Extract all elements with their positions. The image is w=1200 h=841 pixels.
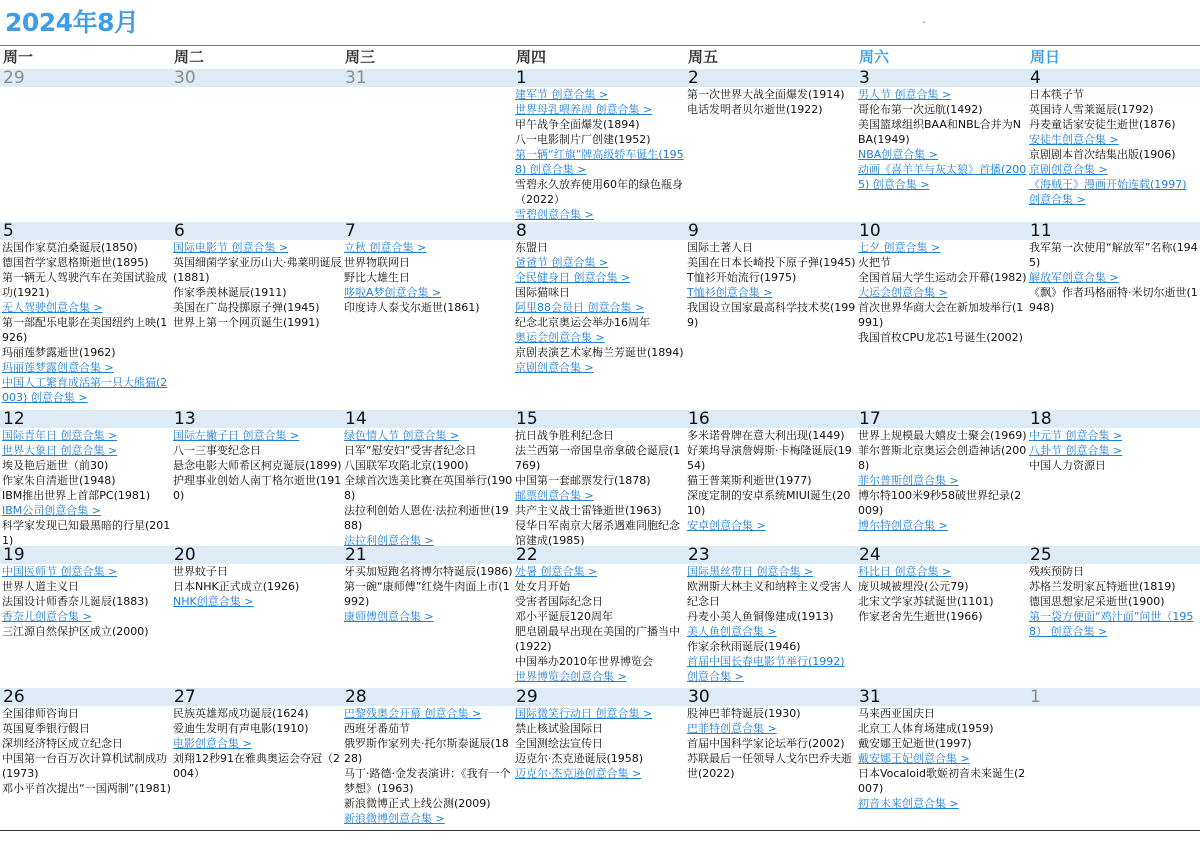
event-link[interactable]: 第一袋方便面“鸡汁面”问世（1958） 创意合集 >: [1029, 610, 1194, 638]
day-cell[interactable]: [1027, 222, 1200, 410]
event-link[interactable]: 解放军创意合集 >: [1029, 271, 1119, 284]
day-cell[interactable]: [856, 688, 1027, 831]
event-text: 第一辆无人驾驶汽车在美国试验成功(1921): [2, 271, 167, 299]
day-number: 9: [688, 222, 699, 241]
event-link[interactable]: 奥运会创意合集 >: [515, 331, 605, 344]
day-cell[interactable]: [1027, 546, 1200, 688]
event-text: 法兰西第一帝国皇帝拿破仑诞辰(1769): [515, 444, 681, 472]
event-link[interactable]: 美人鱼创意合集 >: [687, 625, 777, 638]
event-text: 我国设立国家最高科学技术奖(1999): [687, 301, 856, 329]
day-number: 31: [859, 688, 881, 707]
day-number: 4: [1030, 69, 1041, 88]
event-link[interactable]: 巴黎残奥会开幕 创意合集 >: [344, 707, 482, 720]
event-link[interactable]: 初音未来创意合集 >: [858, 797, 959, 810]
day-number: 18: [1030, 410, 1052, 429]
day-cell[interactable]: [685, 410, 856, 546]
event-link[interactable]: 康师傅创意合集 >: [344, 610, 434, 623]
day-number: 22: [516, 546, 538, 565]
day-number: 7: [345, 222, 356, 241]
day-cell[interactable]: [856, 546, 1027, 688]
event-text: 国际猫咪日: [515, 286, 570, 299]
day-cell[interactable]: [342, 69, 513, 222]
event-text: 菲尔普斯北京奥运会创造神话(2008): [858, 444, 1027, 472]
event-text: 好莱坞导演詹姆斯·卡梅隆诞辰(1954): [687, 444, 852, 472]
event-link[interactable]: 戴安娜王妃创意合集 >: [858, 752, 970, 765]
event-text: 三江源自然保护区成立(2000): [2, 625, 149, 638]
event-link[interactable]: 国际微笑行动日 创意合集 >: [515, 707, 653, 720]
event-text: 迈克尔·杰克逊诞辰(1958): [515, 752, 644, 765]
day-cell[interactable]: [856, 410, 1027, 546]
event-text: 作家朱自清逝世(1948): [2, 474, 116, 487]
event-text: 全球首次选美比赛在英国举行(1908): [344, 474, 513, 502]
event-link[interactable]: NBA创意合集 >: [858, 148, 939, 161]
event-link[interactable]: 动画《喜羊羊与灰太狼》首播(2005) 创意合集 >: [858, 163, 1027, 191]
event-text: 俄罗斯作家列夫·托尔斯泰诞辰(1828): [344, 737, 509, 765]
event-text: 德国哲学家恩格斯逝世(1895): [2, 256, 149, 269]
day-cell[interactable]: [171, 69, 342, 222]
event-text: 京剧剧本首次结集出版(1906): [1029, 148, 1176, 161]
event-text: 埃及艳后逝世（前30): [2, 459, 109, 472]
event-text: 科学家发现已知最黑暗的行星(2011): [2, 519, 171, 546]
day-number: 28: [345, 688, 367, 707]
weekday-wed: 周三: [345, 48, 376, 66]
day-number: 14: [345, 410, 367, 429]
event-text: 《飘》作者玛格丽特·米切尔逝世(1948): [1029, 286, 1198, 314]
day-cell[interactable]: [342, 410, 513, 546]
day-cell[interactable]: [342, 688, 513, 831]
event-text: 东盟日: [515, 241, 548, 254]
event-link[interactable]: 世界母乳喂养周 创意合集 >: [515, 103, 653, 116]
day-number: 30: [174, 69, 196, 88]
event-link[interactable]: 新浪微博创意合集 >: [344, 812, 445, 825]
event-text: 猫王普莱斯利逝世(1977): [687, 474, 812, 487]
event-text: 印度诗人泰戈尔逝世(1861): [344, 301, 480, 314]
day-cell[interactable]: [171, 222, 342, 410]
event-text: 丹麦小美人鱼铜像建成(1913): [687, 610, 834, 623]
event-link[interactable]: 电影创意合集 >: [173, 737, 252, 750]
event-link[interactable]: 国际青年日 创意合集 >: [2, 429, 118, 442]
day-number: 10: [859, 222, 881, 241]
event-text: 刘翔12秒91在雅典奥运会夺冠（2004）: [173, 752, 340, 780]
event-text: 法拉利创始人恩佐·法拉利逝世(1988): [344, 504, 509, 532]
event-text: 马来西亚国庆日: [858, 707, 935, 720]
day-cell[interactable]: [685, 688, 856, 831]
day-cell[interactable]: [0, 688, 171, 831]
event-text: 庞贝城被埋没(公元79): [858, 580, 969, 593]
decorative-dash: -: [922, 17, 926, 28]
event-text: 我军第一次使用“解放军”名称(1945): [1029, 241, 1198, 269]
event-text: 哥伦布第一次远航(1492): [858, 103, 983, 116]
event-link[interactable]: 中国医师节 创意合集 >: [2, 565, 118, 578]
event-text: 欧洲斯大林主义和纳粹主义受害人纪念日: [687, 580, 852, 608]
event-link[interactable]: NHK创意合集 >: [173, 595, 254, 608]
event-link[interactable]: 菲尔普斯创意合集 >: [858, 474, 959, 487]
day-number: 6: [174, 222, 185, 241]
event-text: 深圳经济特区成立纪念日: [2, 737, 123, 750]
event-text: 全国律师咨询日: [2, 707, 79, 720]
event-link[interactable]: 建军节 创意合集 >: [515, 88, 609, 101]
event-text: T恤衫开始流行(1975): [687, 271, 797, 284]
weekday-thu: 周四: [516, 48, 547, 66]
event-link[interactable]: 全民健身日 创意合集 >: [515, 271, 631, 284]
event-text: 悬念电影大师希区柯克诞辰(1899): [173, 459, 342, 472]
event-text: 苏格兰发明家瓦特逝世(1819): [1029, 580, 1176, 593]
event-link[interactable]: 无人驾驶创意合集 >: [2, 301, 103, 314]
day-cell[interactable]: [171, 688, 342, 831]
event-link[interactable]: 安徒生创意合集 >: [1029, 133, 1119, 146]
event-text: 共产主义战士雷锋逝世(1963): [515, 504, 662, 517]
event-text: 肥皂剧最早出现在美国的广播当中(1922): [515, 625, 680, 653]
event-text: 美国在日本长崎投下原子弹(1945): [687, 256, 856, 269]
page-title: 2024年8月: [5, 8, 139, 37]
event-text: 首届中国科学家论坛举行(2002): [687, 737, 845, 750]
event-link[interactable]: 国际黑丝带日 创意合集 >: [687, 565, 814, 578]
event-text: 雪碧永久放弃使用60年的绿色瓶身（2022）: [515, 178, 683, 206]
day-cell[interactable]: [685, 69, 856, 222]
event-text: 中国人力资源日: [1029, 459, 1106, 472]
event-text: 火把节: [858, 256, 891, 269]
event-text: 首次世界华商大会在新加坡举行(1991): [858, 301, 1024, 329]
day-cell[interactable]: [856, 69, 1027, 222]
day-number: 2: [688, 69, 699, 88]
event-text: 纪念北京奥运会举办16周年: [515, 316, 650, 329]
day-number: 1: [516, 69, 527, 88]
event-text: 八国联军攻陷北京(1900): [344, 459, 469, 472]
event-text: 苏联最后一任领导人戈尔巴乔夫逝世(2022): [687, 752, 852, 780]
event-text: 处女月开始: [515, 580, 570, 593]
event-link[interactable]: 法拉利创意合集 >: [344, 534, 434, 546]
day-number: 3: [859, 69, 870, 88]
day-number: 21: [345, 546, 367, 565]
event-text: 邓小平首次提出“一国两制”(1981): [2, 782, 171, 795]
event-text: 英国诗人雪莱诞辰(1792): [1029, 103, 1154, 116]
day-cell[interactable]: [171, 546, 342, 688]
weekday-mon: 周一: [3, 48, 34, 66]
day-cell[interactable]: [0, 410, 171, 546]
day-number: 11: [1030, 222, 1052, 241]
day-number: 13: [174, 410, 196, 429]
day-number: 20: [174, 546, 196, 565]
event-link[interactable]: 大运会创意合集 >: [858, 286, 948, 299]
event-text: 世界上第一个网页诞生(1991): [173, 316, 320, 329]
event-text: 法国设计师香奈儿诞辰(1883): [2, 595, 149, 608]
day-number: 29: [3, 69, 25, 88]
event-text: 野比大雄生日: [344, 271, 410, 284]
event-link[interactable]: 雪碧创意合集 >: [515, 208, 594, 221]
day-cell[interactable]: [856, 222, 1027, 410]
event-link[interactable]: 国际左撇子日 创意合集 >: [173, 429, 300, 442]
event-text: 残疾预防日: [1029, 565, 1084, 578]
calendar-grid: [0, 69, 1200, 831]
day-cell[interactable]: [0, 222, 171, 410]
event-text: 电话发明者贝尔逝世(1922): [687, 103, 823, 116]
event-text: 爱迪生发明有声电影(1910): [173, 722, 309, 735]
event-link[interactable]: 京剧创意合集 >: [1029, 163, 1108, 176]
event-text: 北宋文学家苏轼诞世(1101): [858, 595, 994, 608]
event-text: 作家老舍先生逝世(1966): [858, 610, 983, 623]
event-link[interactable]: 香奈儿创意合集 >: [2, 610, 92, 623]
event-link[interactable]: 巴菲特创意合集 >: [687, 722, 777, 735]
day-number: 19: [3, 546, 25, 565]
event-link[interactable]: 中国人工繁育成活第一只大熊猫(2003) 创意合集 >: [2, 376, 168, 404]
day-cell[interactable]: [513, 410, 685, 546]
day-cell[interactable]: [685, 222, 856, 410]
weekday-fri: 周五: [688, 48, 719, 66]
event-link[interactable]: 国际电影节 创意合集 >: [173, 241, 289, 254]
event-link[interactable]: 八卦节 创意合集 >: [1029, 444, 1123, 457]
day-cell[interactable]: [685, 546, 856, 688]
event-text: 法国作家莫泊桑诞辰(1850): [2, 241, 138, 254]
event-text: 甲午战争全面爆发(1894): [515, 118, 640, 131]
event-text: 抗日战争胜利纪念日: [515, 429, 614, 442]
event-text: 第一次世界大战全面爆发(1914): [687, 88, 845, 101]
week-row: [0, 688, 1200, 831]
day-number: 17: [859, 410, 881, 429]
event-link[interactable]: 安卓创意合集 >: [687, 519, 766, 532]
event-text: 英国夏季银行假日: [2, 722, 90, 735]
event-link[interactable]: 玛丽莲梦露创意合集 >: [2, 361, 114, 374]
event-text: 全国首届大学生运动会开幕(1982): [858, 271, 1027, 284]
event-text: 八一电影制片厂创建(1952): [515, 133, 651, 146]
event-text: 世界人道主义日: [2, 580, 79, 593]
event-link[interactable]: 科比日 创意合集 >: [858, 565, 952, 578]
day-number: 15: [516, 410, 538, 429]
event-text: 深度定制的安卓系统MIUI诞生(2010): [687, 489, 851, 517]
event-text: 日军“慰安妇”受害者纪念日: [344, 444, 477, 457]
event-link[interactable]: 博尔特创意合集 >: [858, 519, 948, 532]
event-text: 作家余秋雨诞辰(1946): [687, 640, 801, 653]
event-text: 日本NHK正式成立(1926): [173, 580, 300, 593]
event-text: 德国思想家尼采逝世(1900): [1029, 595, 1165, 608]
day-cell[interactable]: [342, 222, 513, 410]
day-cell[interactable]: [342, 546, 513, 688]
day-number: 29: [516, 688, 538, 707]
day-cell[interactable]: [1027, 69, 1200, 222]
event-link[interactable]: 处暑 创意合集 >: [515, 565, 598, 578]
event-text: 第一部配乐电影在美国纽约上映(1926): [2, 316, 168, 344]
event-text: 戴安娜王妃逝世(1997): [858, 737, 972, 750]
day-cell[interactable]: [513, 546, 685, 688]
day-number: 12: [3, 410, 25, 429]
event-link[interactable]: 迈克尔·杰克逊创意合集 >: [515, 767, 642, 780]
event-link[interactable]: 首届中国长春电影节举行(1992) 创意合集 >: [687, 655, 845, 683]
event-link[interactable]: 第一辆“红旗”牌高级轿车诞生(1958) 创意合集 >: [515, 148, 684, 176]
event-text: 日本Vocaloid歌姬初音未来诞生(2007): [858, 767, 1026, 795]
weekday-sun: 周日: [1030, 48, 1061, 66]
event-text: 国际土著人日: [687, 241, 753, 254]
event-link[interactable]: IBM公司创意合集 >: [2, 504, 101, 517]
weekday-header: [0, 45, 1200, 69]
event-text: 民族英雄郑成功诞辰(1624): [173, 707, 309, 720]
day-number: 31: [345, 69, 367, 88]
event-text: 全国测绘法宣传日: [515, 737, 603, 750]
event-link[interactable]: T恤衫创意合集 >: [687, 286, 773, 299]
day-cell[interactable]: [513, 688, 685, 831]
day-number: 23: [688, 546, 710, 565]
event-text: 日本筷子节: [1029, 88, 1084, 101]
day-number: 30: [688, 688, 710, 707]
day-cell[interactable]: [1027, 410, 1200, 546]
week-row: [0, 410, 1200, 546]
event-text: 丹麦童话家安徒生逝世(1876): [1029, 118, 1176, 131]
event-text: 世界蚊子日: [173, 565, 228, 578]
event-text: 英国细菌学家亚历山大·弗莱明诞辰(1881): [173, 256, 342, 284]
event-text: 多米诺骨牌在意大利出现(1449): [687, 429, 845, 442]
event-link[interactable]: 京剧创意合集 >: [515, 361, 594, 374]
event-text: IBM推出世界上首部PC(1981): [2, 489, 151, 502]
day-cell[interactable]: [171, 410, 342, 546]
event-link[interactable]: 中元节 创意合集 >: [1029, 429, 1123, 442]
event-link[interactable]: 七夕 创意合集 >: [858, 241, 941, 254]
day-number: 5: [3, 222, 14, 241]
event-link[interactable]: 阿里88会员日 创意合集 >: [515, 301, 645, 314]
day-number: 1: [1030, 688, 1041, 707]
event-text: 牙买加短跑名将博尔特诞辰(1986): [344, 565, 513, 578]
event-text: 中国第一套邮票发行(1878): [515, 474, 651, 487]
day-cell[interactable]: [513, 222, 685, 410]
week-row: [0, 69, 1200, 222]
day-number: 16: [688, 410, 710, 429]
event-link[interactable]: 《海贼王》漫画开始连载(1997) 创意合集 >: [1029, 178, 1187, 206]
event-text: 中国第一台百万次计算机试制成功(1973): [2, 752, 167, 780]
day-cell[interactable]: [513, 69, 685, 222]
day-number: 25: [1030, 546, 1052, 565]
day-number: 26: [3, 688, 25, 707]
event-text: 邓小平诞辰120周年: [515, 610, 613, 623]
weekday-sat: 周六: [859, 48, 890, 66]
event-link[interactable]: 世界大象日 创意合集 >: [2, 444, 118, 457]
event-text: 马丁·路德·金发表演讲：《我有一个梦想》(1963): [344, 767, 511, 795]
event-text: 我国首枚CPU龙芯1号诞生(2002): [858, 331, 1023, 344]
event-text: 世界上规模最大嬉皮士聚会(1969): [858, 429, 1027, 442]
event-link[interactable]: 男人节 创意合集 >: [858, 88, 952, 101]
event-text: 世界物联网日: [344, 256, 410, 269]
event-text: 美国篮球组织BAA和NBL合并为NBA(1949): [858, 118, 1022, 146]
event-link[interactable]: 绿色情人节 创意合集 >: [344, 429, 460, 442]
event-text: 作家季羡林诞辰(1911): [173, 286, 287, 299]
day-number: 27: [174, 688, 196, 707]
weekday-tue: 周二: [174, 48, 205, 66]
event-text: 护理事业创始人南丁格尔逝世(1910): [173, 474, 342, 502]
event-link[interactable]: 立秋 创意合集 >: [344, 241, 427, 254]
event-text: 股神巴菲特诞辰(1930): [687, 707, 801, 720]
day-cell[interactable]: [0, 69, 171, 222]
week-row: [0, 546, 1200, 688]
event-text: 侵华日军南京大屠杀遇难同胞纪念馆建成(1985): [515, 519, 680, 546]
day-number: 24: [859, 546, 881, 565]
day-number: 8: [516, 222, 527, 241]
event-text: 受害者国际纪念日: [515, 595, 603, 608]
day-cell[interactable]: [1027, 688, 1200, 831]
event-text: 北京工人体育场建成(1959): [858, 722, 994, 735]
event-text: 新浪微博正式上线公测(2009): [344, 797, 491, 810]
event-link[interactable]: 爸爸节 创意合集 >: [515, 256, 609, 269]
event-text: 中国举办2010年世界博览会: [515, 655, 653, 668]
event-text: 禁止核试验国际日: [515, 722, 603, 735]
event-text: 美国在广岛投掷原子弹(1945): [173, 301, 320, 314]
event-link[interactable]: 世界博览会创意合集 >: [515, 670, 627, 683]
event-text: 博尔特100米9秒58破世界纪录(2009): [858, 489, 1022, 517]
event-text: 第一碗“康师傅”红烧牛肉面上市(1992): [344, 580, 510, 608]
week-row: [0, 222, 1200, 410]
event-text: 玛丽莲梦露逝世(1962): [2, 346, 116, 359]
event-text: 京剧表演艺术家梅兰芳诞世(1894): [515, 346, 684, 359]
event-text: 八一三事变纪念日: [173, 444, 261, 457]
event-link[interactable]: 哆啦A梦创意合集 >: [344, 286, 442, 299]
day-cell[interactable]: [0, 546, 171, 688]
event-link[interactable]: 邮票创意合集 >: [515, 489, 594, 502]
event-text: 西班牙番茄节: [344, 722, 410, 735]
